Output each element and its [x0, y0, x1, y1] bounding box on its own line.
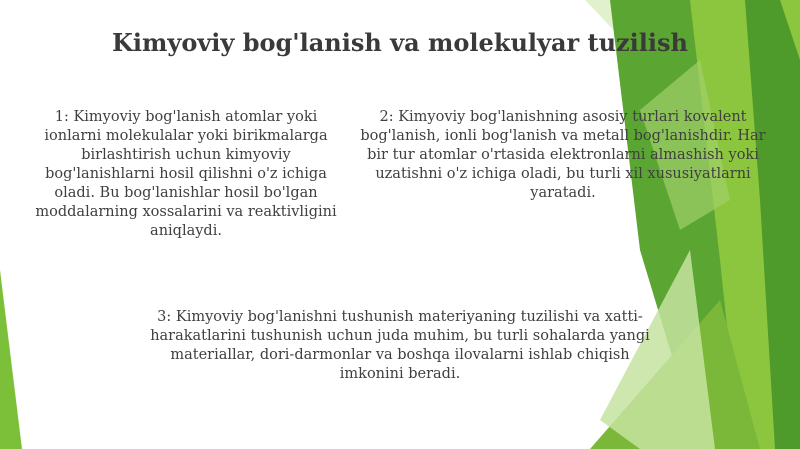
paragraph-3: 3: Kimyoviy bog'lanishni tushunish materiyaning tuzilishi va xatti-harakatlarini tushunish uchun juda muhim, bu turli sohalarda yangi materiallar, dori-darmonlar va boshqa ilovalarni ishlab chiqish imkonini beradi. — [150, 309, 650, 382]
facet-left-sliver — [0, 270, 22, 449]
paragraph-2: 2: Kimyoviy bog'lanishning asosiy turlari kovalent bog'lanish, ionli bog'lanish va metall bog'lanishdir. Har bir tur atomlar o'rtasida elektronlarni almashish yoki uzatishni o'z ichiga oladi, bu turli xil xususiyatlarni yaratadi. — [360, 109, 766, 201]
slide-title: Kimyoviy bog'lanish va molekulyar tuzilish — [112, 28, 688, 57]
paragraph-1: 1: Kimyoviy bog'lanish atomlar yoki ionlarni molekulalar yoki birikmalarga birlashtirish uchun kimyoviy bog'lanishlarni hosil qilishni o'z ichiga oladi. Bu bog'lanishlar hosil bo'lgan moddalarning xossalarini va reaktivligini aniqlaydi. — [35, 109, 337, 239]
